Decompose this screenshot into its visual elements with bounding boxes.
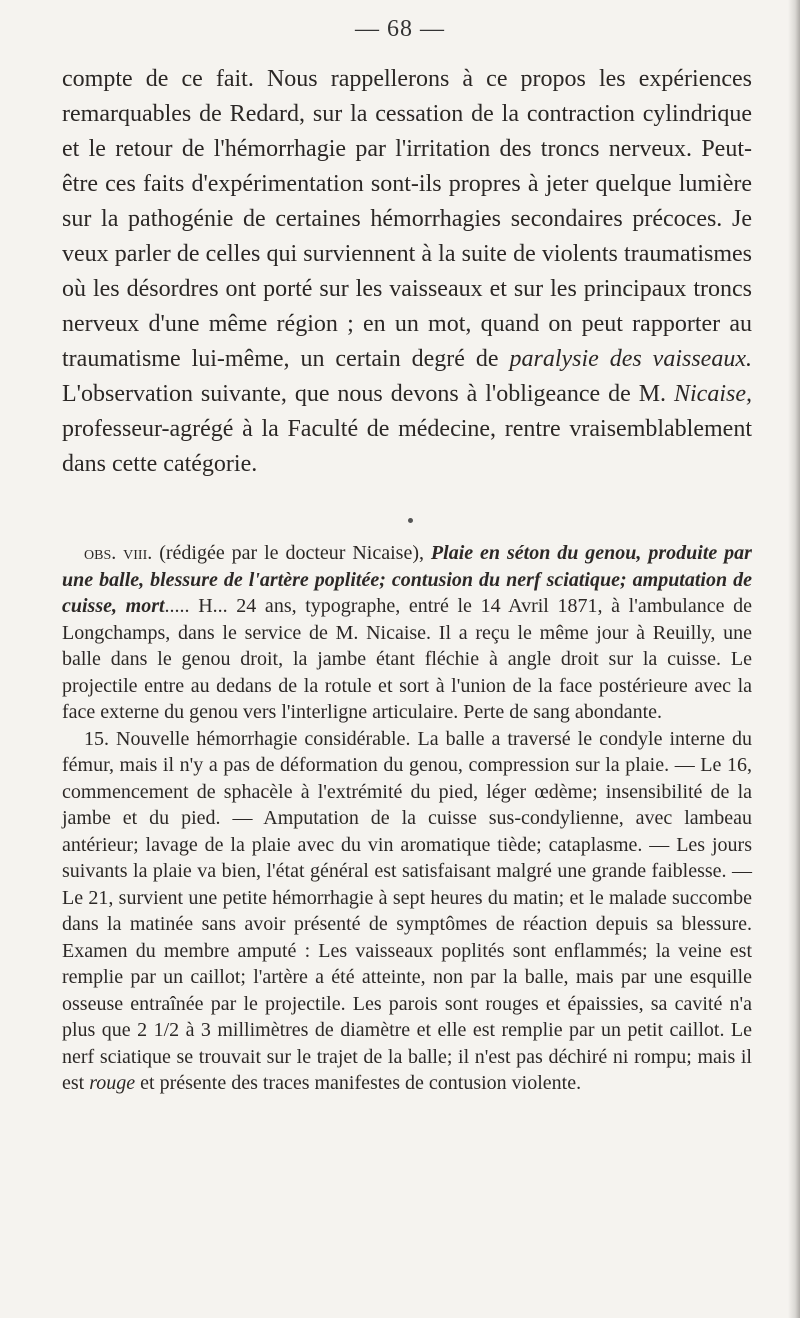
observation-label: obs. viii. [84, 542, 153, 564]
observation-paragraph-1-rest: ..... H... 24 ans, typographe, entré le 14 Avril 1871, à l'ambulance de Longchamps, dans le service de M. Nicaise. Il a reçu le même jour à Reuilly, une balle dans le genou droit, la jambe étant fléchie à angle droit sur la cuisse. Le projectile entre au dedans de la rotule et sort à l'union de la face postérieure avec la face externe du genou vers l'interligne articulaire. Perte de sang abondante. [62, 595, 752, 723]
main-text-part3: professeur-agrégé à la Faculté de médecine, rentre vraisemblablement dans cette catégorie. [62, 416, 752, 477]
observation-paragraph-2 [62, 726, 752, 1097]
page-number: — 68 — [355, 16, 445, 42]
observation-paragraph-2-a: 15. Nouvelle hémorrhagie considérable. La balle a traversé le condyle interne du fémur, mais il n'y a pas de déformation du genou, compression sur la plaie. — Le 16, commencement de sphacèle à l'extrémité du pied, léger œdème; insensibilité de la jambe et du pied. — Amputation de la cuisse sus-condylienne, avec lambeau antérieur; lavage de la plaie avec du vin aromatique tiède; cataplasme. — Les jours suivants la plaie va bien, l'état général est satisfaisant malgré une grande faiblesse. — Le 21, survient une petite hémorrhagie à sept heures du matin; et le malade succombe dans la matinée sans avoir présenté de symptômes de réaction depuis sa blessure. Examen du membre amputé : Les vaisseaux poplités sont enflammés; la veine est remplie par un caillot; l'artère a été atteinte, non par la balle, mais par une esquille osseuse entraînée par le projectile. Les parois sont rouges et épaissies, sa cavité n'a plus que 2 1/2 à 3 millimètres de diamètre et elle est remplie par un petit caillot. Le nerf sciatique se trouvait sur le trajet de la balle; il n'est pas déchiré ni rompu; mais il est [62, 727, 752, 1094]
observation-paragraph-2-b: et présente des traces manifestes de contusion violente. [135, 1072, 582, 1094]
main-paragraph [62, 62, 752, 482]
observation-paragraph-1 [62, 540, 752, 726]
observation-italic-rouge: rouge [89, 1072, 136, 1094]
main-text-italic-paralysie: paralysie des vaisseaux. [509, 346, 752, 372]
main-text-part2: L'observation suivante, que nous devons à l'obligeance de M. [62, 381, 674, 407]
observation-block [62, 540, 752, 1097]
main-text-part1: compte de ce fait. Nous rappellerons à ce propos les expériences remarquables de Redard, sur la cessation de la contraction cylindrique et le retour de l'hémorrhagie par l'irritation des troncs nerveux. Peut-être ces faits d'expérimentation sont-ils propres à jeter quelque lumière sur la pathogénie de certaines hémorrhagies secondaires précoces. Je veux parler de celles qui surviennent à la suite de violents traumatismes où les désordres ont porté sur les vaisseaux et sur les principaux troncs nerveux d'une même région ; en un mot, quand on peut rapporter au traumatisme lui-même, un certain degré de [62, 66, 752, 372]
main-text-italic-nicaise: Nicaise, [674, 381, 752, 407]
observation-intro: (rédigée par le docteur Nicaise), [152, 542, 431, 564]
separator-dot [408, 518, 413, 523]
page-edge-shadow [788, 0, 800, 1318]
observation-title: Plaie en séton du genou, produite par une balle, blessure de l'artère poplitée; contusion du nerf sciatique; amputation de cuisse, mort [62, 542, 752, 617]
